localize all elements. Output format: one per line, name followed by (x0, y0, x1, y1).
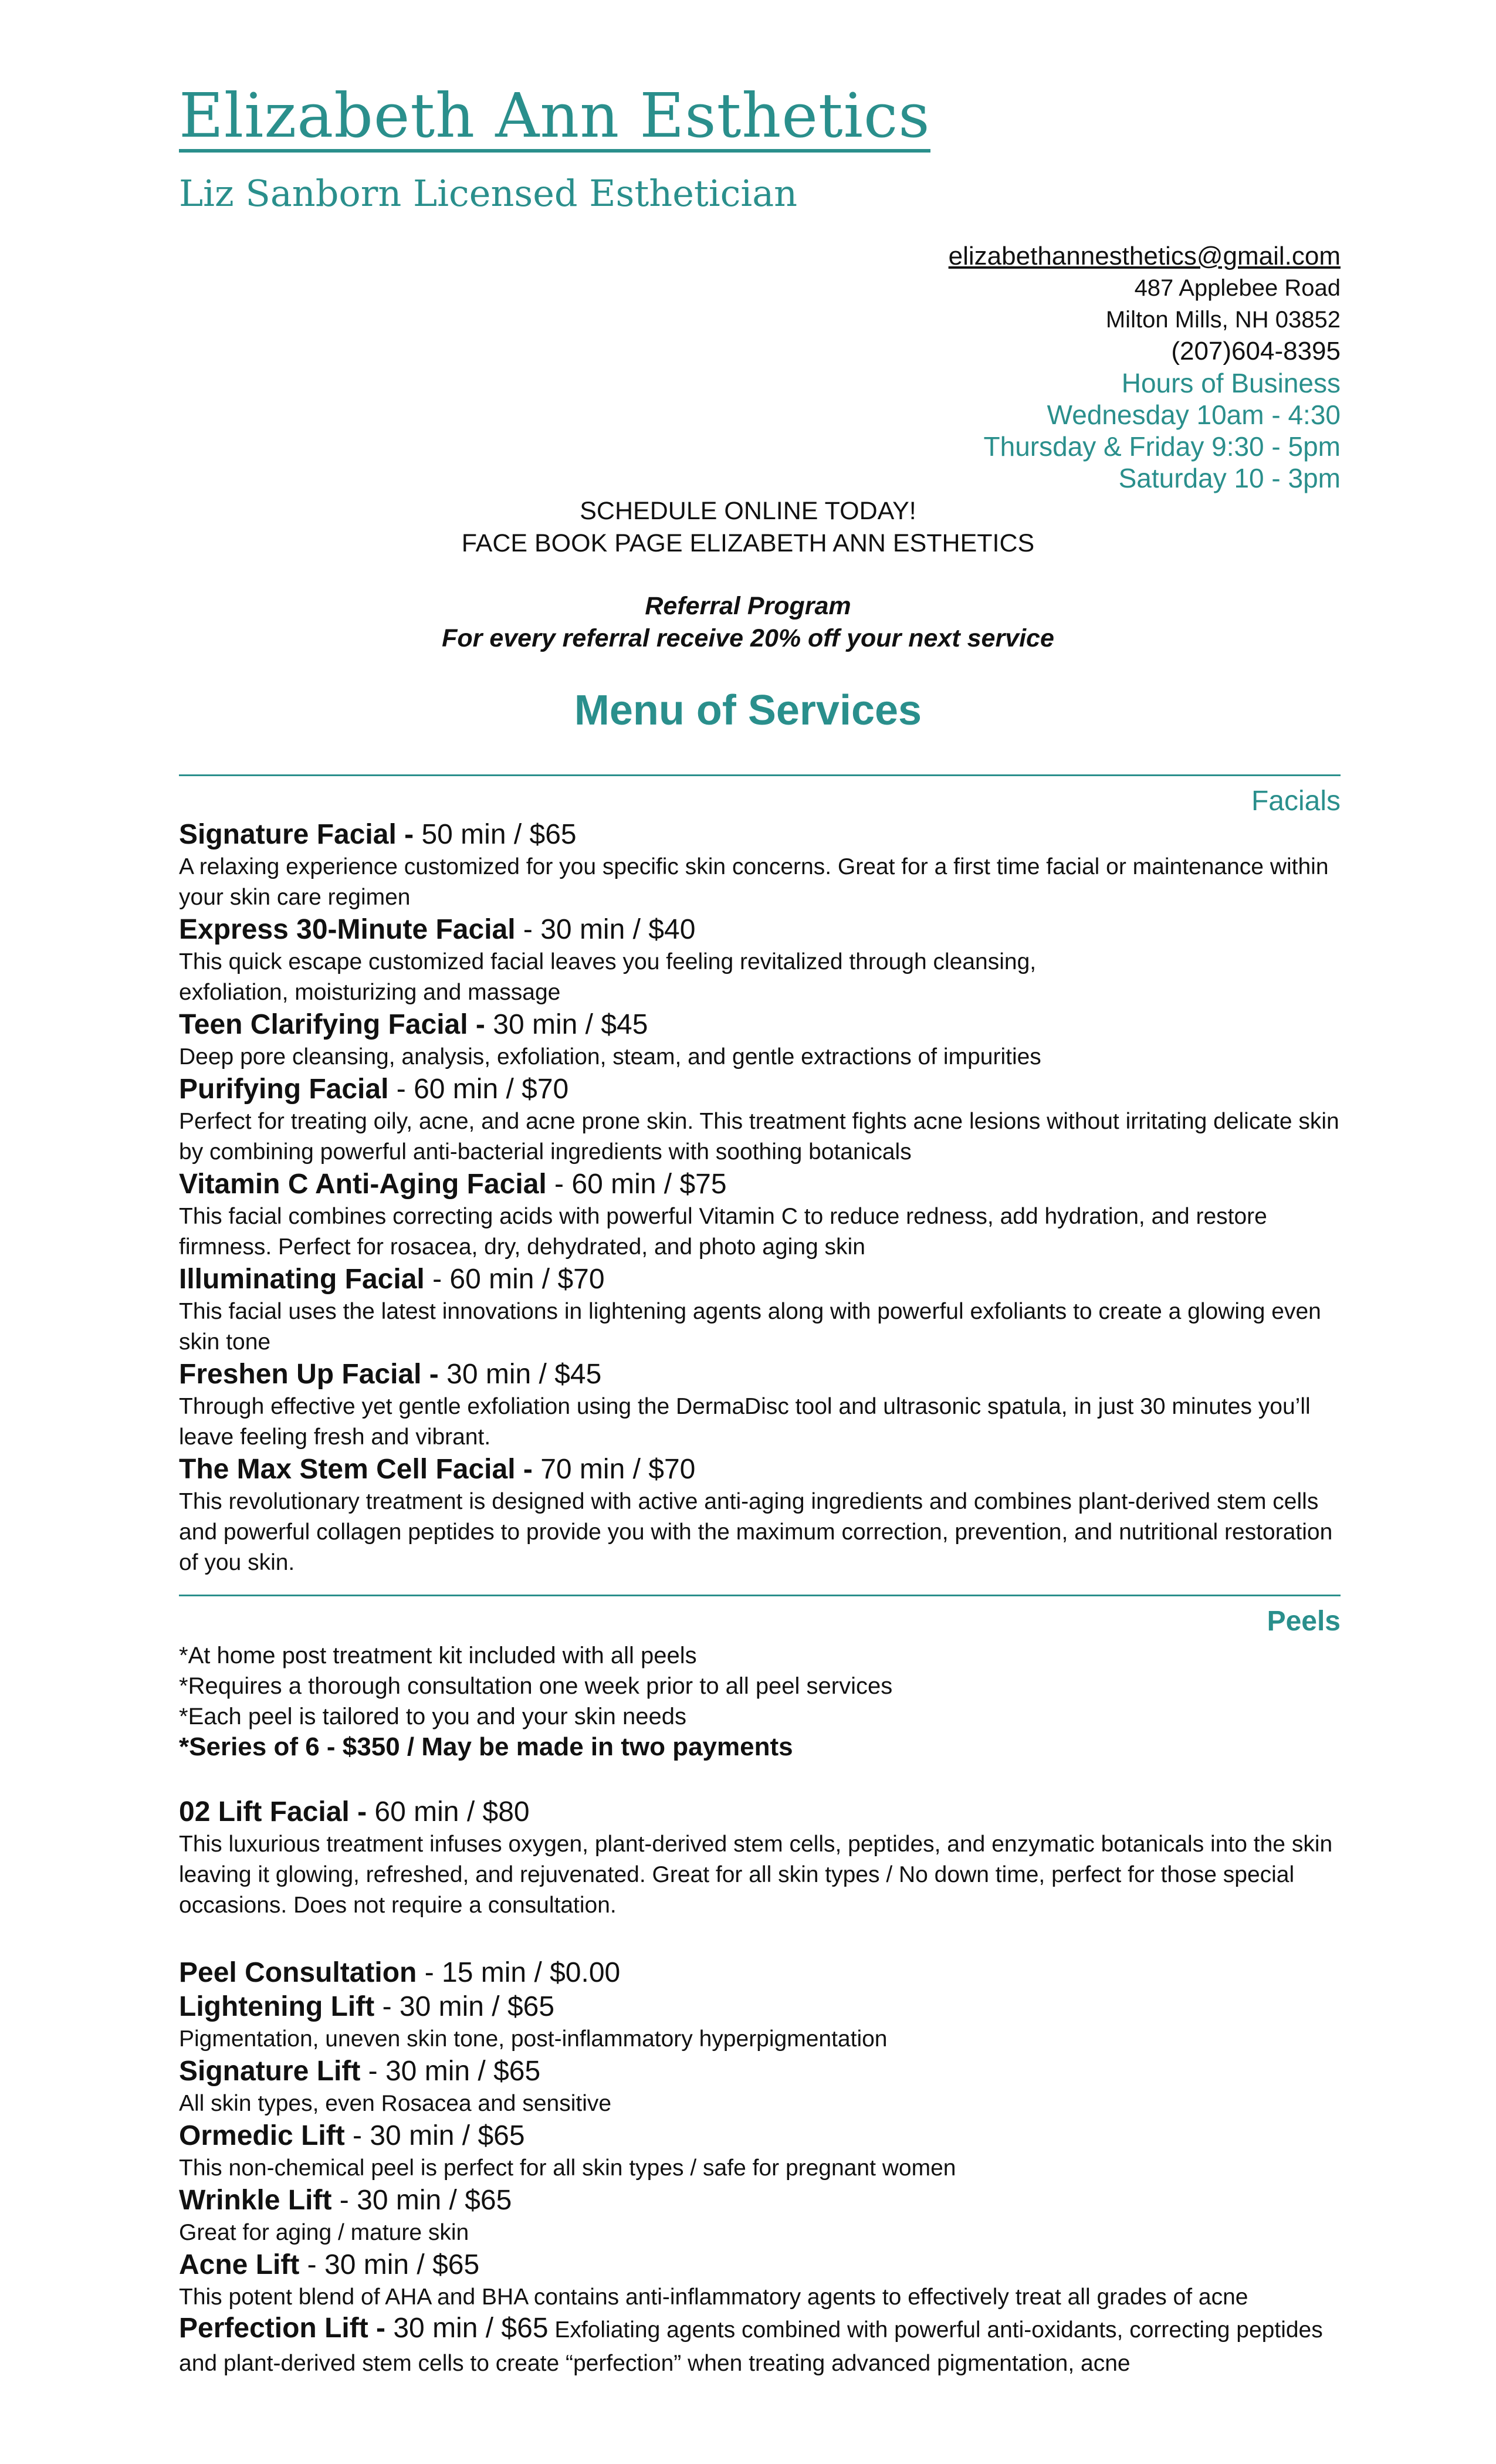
service-description: This facial uses the latest innovations in lightening agents along with powerful exfoliants to create a glowing even skin tone (179, 1299, 1321, 1355)
street-address: 487 Applebee Road (1134, 275, 1341, 301)
service-detail: - 60 min / $75 (546, 1169, 727, 1200)
service-description: Pigmentation, uneven skin tone, post-inflammatory hyperpigmentation (179, 2026, 888, 2052)
hours-saturday: Saturday 10 - 3pm (1118, 463, 1341, 493)
city-address: Milton Mills, NH 03852 (1105, 307, 1341, 333)
service-description: Exfoliating agents combined with powerful anti-oxidants, correcting peptides and plant-derived stem cells to create “perfection” when treating advanced pigmentation, acne (179, 2317, 1323, 2376)
service-detail: 30 min / $65 (393, 2313, 549, 2344)
service-description: This non-chemical peel is perfect for all skin types / safe for pregnant women (179, 2155, 956, 2181)
service-description: This luxurious treatment infuses oxygen, plant-derived stem cells, peptides, and enzymatic botanicals into the skin leaving it glowing, refreshed, and rejuvenated. Great for all skin types / No down time, perfect for those special occasions. Does not require a consultation. (179, 1832, 1333, 1918)
service-detail: - 15 min / $0.00 (417, 1957, 621, 1988)
peel-note: *Each peel is tailored to you and your skin needs (179, 1704, 686, 1729)
list-item (179, 2313, 1341, 2380)
service-description: This potent blend of AHA and BHA contains anti-inflammatory agents to effectively treat all grades of acne (179, 2284, 1248, 2310)
service-name: 02 Lift Facial - (179, 1796, 367, 1827)
series-note: *Series of 6 - $350 / May be made in two payments (179, 1732, 793, 1761)
contact-block (949, 241, 1341, 494)
brand-header (179, 82, 930, 214)
service-name: Peel Consultation (179, 1957, 417, 1988)
service-detail: - 30 min / $65 (360, 2056, 541, 2087)
facials-list (179, 818, 1341, 1578)
service-description: Perfect for treating oily, acne, and acne prone skin. This treatment fights acne lesions without irritating delicate skin by combining powerful anti-bacterial ingredients with soothing botanicals (179, 1109, 1339, 1165)
service-description: A relaxing experience customized for you specific skin concerns. Great for a first time facial or maintenance within your skin care regimen (179, 854, 1329, 910)
referral-text: For every referral receive 20% off your next service (442, 624, 1054, 652)
service-name: Vitamin C Anti-Aging Facial (179, 1169, 547, 1200)
service-name: Lightening Lift (179, 1991, 375, 2022)
peels-notes (179, 1640, 1341, 2380)
service-detail: 30 min / $45 (485, 1009, 648, 1040)
list-item (179, 1453, 1341, 1578)
service-detail: - 30 min / $65 (331, 2185, 512, 2216)
service-detail: 70 min / $70 (532, 1454, 696, 1485)
list-item (179, 2248, 1341, 2313)
peels-divider (179, 1595, 1341, 1596)
service-description: All skin types, even Rosacea and sensitive (179, 2091, 612, 2116)
service-description: Through effective yet gentle exfoliation using the DermaDisc tool and ultrasonic spatula, in just 30 minutes you’ll leave feeling fresh and vibrant. (179, 1394, 1311, 1450)
service-detail: - 60 min / $70 (388, 1074, 569, 1105)
list-item (179, 1990, 1341, 2055)
facials-divider (179, 774, 1341, 776)
service-name: Illuminating Facial (179, 1264, 425, 1295)
facebook-text: FACE BOOK PAGE ELIZABETH ANN ESTHETICS (461, 529, 1035, 557)
list-item (179, 1263, 1341, 1358)
service-detail: - 60 min / $70 (424, 1264, 605, 1295)
list-item (179, 2119, 1341, 2184)
service-name: Ormedic Lift (179, 2120, 345, 2151)
peel-note: *At home post treatment kit included with all peels (179, 1643, 697, 1668)
service-detail: 30 min / $45 (438, 1359, 602, 1390)
schedule-online-text: SCHEDULE ONLINE TODAY! (580, 497, 916, 525)
service-name: Signature Lift (179, 2056, 361, 2087)
service-name: Teen Clarifying Facial - (179, 1009, 485, 1040)
service-name: Perfection Lift - (179, 2313, 394, 2344)
service-name: Acne Lift (179, 2249, 300, 2280)
schedule-block (0, 495, 1496, 560)
peels-label: Peels (1267, 1606, 1341, 1637)
list-item (179, 1956, 1341, 1990)
peel-note: *Requires a thorough consultation one week prior to all peel services (179, 1673, 893, 1699)
service-detail: 60 min / $80 (367, 1796, 530, 1827)
list-item (179, 1008, 1341, 1072)
email-link[interactable]: elizabethannesthetics@gmail.com (948, 242, 1341, 270)
service-detail: - 30 min / $65 (374, 1991, 555, 2022)
service-name: Signature Facial - (179, 819, 414, 850)
service-detail: 50 min / $65 (414, 819, 577, 850)
phone-number: (207)604-8395 (1171, 337, 1341, 365)
list-item (179, 2184, 1341, 2248)
service-detail: - 30 min / $65 (344, 2120, 525, 2151)
service-description: This revolutionary treatment is designed with active anti-aging ingredients and combines plant-derived stem cells and powerful collagen peptides to provide you with the maximum correction, prevention, and nutritional restoration of you skin. (179, 1489, 1333, 1575)
service-name: Express 30-Minute Facial (179, 914, 516, 945)
business-subtitle: Liz Sanborn Licensed Esthetician (179, 172, 798, 215)
service-name: Purifying Facial (179, 1074, 389, 1105)
service-name: The Max Stem Cell Facial - (179, 1454, 533, 1485)
list-item (179, 1358, 1341, 1453)
list-item (179, 1072, 1341, 1167)
referral-block (0, 590, 1496, 655)
service-description: This facial combines correcting acids with powerful Vitamin C to reduce redness, add hydration, and restore firmness. Perfect for rosacea, dry, dehydrated, and photo aging skin (179, 1204, 1267, 1260)
hours-thu-fri: Thursday & Friday 9:30 - 5pm (983, 431, 1341, 462)
list-item (179, 1167, 1341, 1263)
referral-title: Referral Program (645, 592, 851, 620)
service-description: Great for aging / mature skin (179, 2220, 469, 2245)
service-detail: - 30 min / $40 (515, 914, 696, 945)
service-detail: - 30 min / $65 (299, 2249, 480, 2280)
hours-title: Hours of Business (1121, 368, 1341, 398)
service-description: This quick escape customized facial leaves you feeling revitalized through cleansing, exfoliation, moisturizing and massage (179, 949, 1037, 1005)
hours-wednesday: Wednesday 10am - 4:30 (1047, 400, 1341, 430)
business-name: Elizabeth Ann Esthetics (179, 82, 930, 153)
facials-label: Facials (1251, 786, 1341, 817)
list-item (179, 2055, 1341, 2119)
service-name: Freshen Up Facial - (179, 1359, 439, 1390)
list-item (179, 818, 1341, 913)
menu-title: Menu of Services (574, 687, 922, 734)
list-item (179, 913, 1341, 1008)
list-item (179, 1795, 1341, 1921)
service-name: Wrinkle Lift (179, 2185, 332, 2216)
service-description: Deep pore cleansing, analysis, exfoliation, steam, and gentle extractions of impurities (179, 1044, 1041, 1069)
